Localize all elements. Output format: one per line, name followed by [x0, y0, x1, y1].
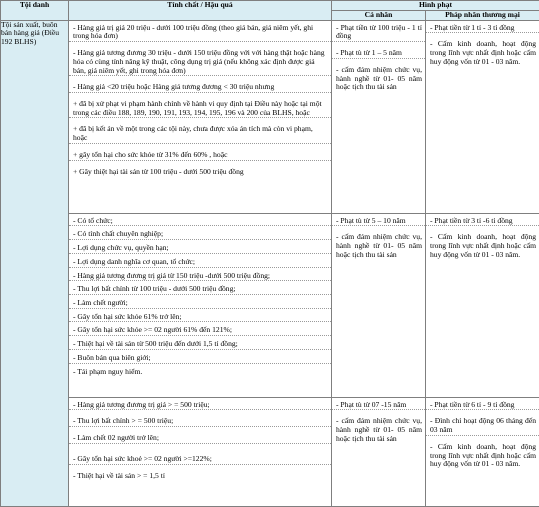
nature-cell: [69, 213, 332, 397]
list-item: + gây tổn hại cho sức khỏe từ 31% đến 60% , hoặc: [69, 150, 331, 161]
header-penalty: Hình phạt: [332, 1, 539, 11]
individual-penalty-cell: [332, 20, 426, 213]
list-item: - Hàng giả tương đương trị giá > = 500 triệu;: [69, 400, 331, 411]
list-item: - Gây tổn hại sức khỏe 61% trở lên;: [69, 312, 331, 323]
commercial-penalty-cell: [426, 213, 539, 397]
list-item: - Phạt tiền từ 1 tỉ - 3 tỉ đồng: [426, 23, 539, 34]
list-item: - Thiệt hại về tài sản > = 1,5 tỉ: [69, 471, 331, 481]
list-item: - Làm chết người;: [69, 298, 331, 309]
list-item: - Gây tổn hại sức khoẻ >= 02 người >=122%;: [69, 454, 331, 465]
list-item: - Hàng giả tương đương trị giá từ 150 triệu -dưới 500 triệu đồng;: [69, 271, 331, 282]
list-item: - Hàng giả <20 triệu hoặc Hàng giả tương đương < 30 triệu nhưng: [69, 82, 331, 93]
list-item: - Hàng giả tương đương 30 triệu - dưới 150 triệu đồng với với hàng thật hoặc hàng hóa có cùng tính năng kỹ thuật, công dụng trị giá (nếu không xác định được giá bán, giá niêm yết, ghi trong hóa đơn): [69, 48, 331, 76]
list-item: - Đình chỉ hoạt động 06 tháng đến 03 năm: [426, 416, 539, 435]
list-item: - cấm đảm nhiệm chức vụ, hành nghề từ 01- 05 năm hoặc tịch thu tài sản: [332, 416, 425, 443]
table-row: [1, 20, 539, 213]
header-crime: Tội danh: [1, 1, 69, 21]
list-item: - Thu lợi bất chính từ 100 triệu - dưới 500 triệu đồng;: [69, 284, 331, 295]
list-item: - Có tính chất chuyên nghiệp;: [69, 229, 331, 240]
list-item: - Phạt tiền từ 6 tỉ - 9 tỉ đồng: [426, 400, 539, 411]
list-item: + Gây thiệt hại tài sản từ 100 triệu - dưới 500 triệu đồng: [69, 167, 331, 177]
table-row: [1, 397, 539, 506]
list-item: - Thu lợi bất chính > = 500 triệu;: [69, 416, 331, 427]
list-item: + đã bị xử phạt vi phạm hành chính về hành vi quy định tại Điều này hoặc tại một trong các điều 188, 189, 190, 191, 193, 194, 195, 196 và 200 của BLHS, hoặc: [69, 99, 331, 118]
list-item: + đã bị kết án về một trong các tội này, chưa được xóa án tích mà còn vi phạm, hoặc: [69, 124, 331, 143]
nature-cell: [69, 20, 332, 213]
list-item: - Cấm kinh doanh, hoạt động trong lĩnh vực nhất định hoặc cấm huy động vốn từ 01 - 03 năm.: [426, 232, 539, 259]
header-individual: Cá nhân: [332, 11, 426, 21]
list-item: - Tái phạm nguy hiểm.: [69, 367, 331, 377]
crime-name: Tội sản xuất, buôn bán hàng giả (Điều 192 BLHS): [1, 21, 68, 47]
list-item: - Phạt tù từ 07 -15 năm: [332, 400, 425, 411]
list-item: - Phạt tiền từ 100 triệu - 1 tỉ đồng: [332, 23, 425, 42]
list-item: - Phạt tù từ 1 – 5 năm: [332, 48, 425, 59]
list-item: - cấm đảm nhiệm chức vụ, hành nghề từ 01- 05 năm hoặc tịch thu tài sản: [332, 65, 425, 92]
list-item: - Lợi dụng chức vụ, quyền hạn;: [69, 243, 331, 254]
list-item: - Làm chết 02 người trở lên;: [69, 433, 331, 444]
individual-penalty-cell: [332, 213, 426, 397]
list-item: - Phạt tiền từ 3 tỉ -6 tỉ đồng: [426, 216, 539, 227]
header-nature: Tính chất / Hậu quả: [69, 1, 332, 21]
list-item: - Buôn bán qua biên giới;: [69, 353, 331, 364]
commercial-penalty-cell: [426, 397, 539, 506]
list-item: - Phạt tù từ 5 – 10 năm: [332, 216, 425, 227]
header-commercial: Pháp nhân thương mại: [426, 11, 539, 21]
commercial-penalty-cell: [426, 20, 539, 213]
list-item: - Gây tổn hại sức khỏe >= 02 người 61% đến 121%;: [69, 325, 331, 336]
list-item: - cấm đảm nhiệm chức vụ, hành nghề từ 01- 05 năm hoặc tịch thu tài sản: [332, 232, 425, 259]
individual-penalty-cell: [332, 397, 426, 506]
table-row: [1, 213, 539, 397]
list-item: - Hàng giả trị giá 20 triệu - dưới 100 triệu đồng (theo giá bán, giá niêm yết, ghi trong hóa đơn): [69, 23, 331, 42]
list-item: - Cấm kinh doanh, hoạt động trong lĩnh vực nhất định hoặc cấm huy động vốn từ 01 - 03 năm.: [426, 442, 539, 469]
list-item: - Thiệt hại về tài sản từ 500 triệu đến dưới 1,5 tỉ đồng;: [69, 339, 331, 350]
list-item: - Lợi dụng danh nghĩa cơ quan, tổ chức;: [69, 257, 331, 268]
nature-cell: [69, 397, 332, 506]
crime-name-cell: [1, 20, 69, 506]
list-item: - Cấm kinh doanh, hoạt động trong lĩnh vực nhất định hoặc cấm huy động vốn từ 01 - 03 năm.: [426, 39, 539, 66]
list-item: - Có tổ chức;: [69, 216, 331, 227]
header-row: [1, 1, 539, 11]
